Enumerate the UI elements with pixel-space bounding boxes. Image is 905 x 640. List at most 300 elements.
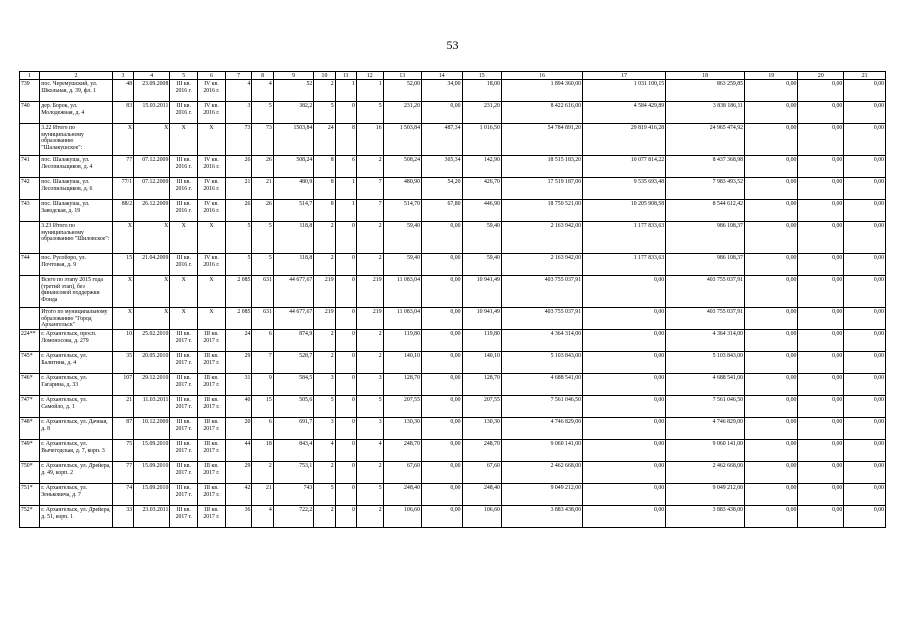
table-cell: г. Архангельск, ул. Балитина, д. 4 (40, 352, 113, 374)
table-cell: 2 085 (225, 276, 252, 308)
table-cell: 35 (112, 352, 133, 374)
table-cell: 59,40 (462, 254, 501, 276)
table-cell: 248,70 (462, 440, 501, 462)
table-cell: 0,00 (421, 330, 462, 352)
table-cell: III кв. 2017 г. (170, 440, 198, 462)
column-header: 13 (383, 72, 421, 80)
table-cell: 739 (20, 80, 40, 102)
column-header: 17 (583, 72, 666, 80)
table-cell: 5 (252, 254, 273, 276)
table-cell: 52,00 (383, 80, 421, 102)
table-cell: 59,40 (462, 222, 501, 254)
table-cell: 0,00 (745, 222, 798, 254)
column-header: 18 (666, 72, 745, 80)
table-cell: 742 (20, 178, 40, 200)
table-cell: 59,40 (383, 222, 421, 254)
table-cell: 0,00 (844, 222, 886, 254)
table-cell: X (112, 124, 133, 156)
table-cell: III кв. 2016 г. (170, 178, 198, 200)
table-cell: 0,00 (844, 352, 886, 374)
table-cell: III кв. 2017 г. (198, 462, 226, 484)
table-cell: 505,6 (273, 396, 314, 418)
table-cell: 52 (273, 80, 314, 102)
table-cell: 18 515 183,20 (501, 156, 582, 178)
table-cell: г. Архангельск, ул. Зеньковича, д. 7 (40, 484, 113, 506)
table-cell: пос. Шалакуша, ул. Лесопильщиков, д. 4 (40, 156, 113, 178)
table-cell: 248,40 (383, 484, 421, 506)
table-cell: 752* (20, 506, 40, 528)
table-cell: 33 (112, 506, 133, 528)
table-cell: III кв. 2017 г. (198, 506, 226, 528)
table-cell: III кв. 2017 г. (198, 440, 226, 462)
table-cell: 3 883 438,00 (501, 506, 582, 528)
table-cell: 0 (335, 506, 356, 528)
table-cell: 0,00 (745, 352, 798, 374)
table-cell: 986 108,37 (666, 254, 745, 276)
table-cell: 87 (112, 418, 133, 440)
table-cell: 0,00 (798, 254, 844, 276)
table-cell: 1 177 833,63 (583, 222, 666, 254)
table-cell: X (112, 222, 133, 254)
table-cell: 248,40 (462, 484, 501, 506)
table-cell: 0,00 (583, 418, 666, 440)
table-cell: г. Архангельск, ул. Гагарина, д. 33 (40, 374, 113, 396)
table-cell: 5 (314, 484, 335, 506)
table-cell: 26 (252, 200, 273, 222)
table-cell: 140,10 (462, 352, 501, 374)
table-cell: 23.03.2011 (134, 506, 170, 528)
table-cell: 73 (225, 124, 252, 156)
table-cell: 6 (252, 330, 273, 352)
table-cell: 3 (225, 102, 252, 124)
table-cell: X (112, 276, 133, 308)
table-cell: 740 (20, 102, 40, 124)
table-cell: 5 103 843,00 (501, 352, 582, 374)
table-cell: 0,00 (583, 374, 666, 396)
table-cell: 0 (335, 440, 356, 462)
column-header: 20 (798, 72, 844, 80)
table-cell: 128,70 (462, 374, 501, 396)
table-cell: 1503,84 (273, 124, 314, 156)
table-cell: IV кв. 2016 г. (198, 200, 226, 222)
table-cell: 15.03.2011 (134, 102, 170, 124)
table-cell: 128,70 (383, 374, 421, 396)
table-cell: 2 (314, 462, 335, 484)
table-cell: 0,00 (421, 484, 462, 506)
table-cell: 0,00 (583, 462, 666, 484)
table-cell: 21.04.2009 (134, 254, 170, 276)
table-cell: 16 (356, 124, 383, 156)
table-cell: 24 (225, 330, 252, 352)
table-cell: 0,00 (745, 102, 798, 124)
table-row (20, 484, 886, 506)
table-cell: 480,90 (383, 178, 421, 200)
table-cell: 9 (252, 374, 273, 396)
table-cell: 10 205 908,58 (583, 200, 666, 222)
table-cell: 7 (356, 178, 383, 200)
table-cell: 2 (356, 506, 383, 528)
table-cell: 6 (252, 418, 273, 440)
column-header: 10 (314, 72, 335, 80)
table-cell: 0 (335, 418, 356, 440)
table-cell: 44 677,67 (273, 308, 314, 330)
page-number: 53 (446, 38, 459, 52)
table-cell: 31 (225, 374, 252, 396)
table-cell: 745* (20, 352, 40, 374)
table-cell: 119,80 (383, 330, 421, 352)
table-cell: 0,00 (745, 254, 798, 276)
table-cell: 5 (314, 396, 335, 418)
table-cell: 0,00 (798, 462, 844, 484)
table-cell: 0 (335, 374, 356, 396)
table-cell: 207,55 (462, 396, 501, 418)
table-cell: 15.09.2010 (134, 462, 170, 484)
table-cell: г. Архангельск, ул. Дачная, д. 8 (40, 418, 113, 440)
table-cell: пос. Шалакуша, ул. Заводская, д. 19 (40, 200, 113, 222)
table-cell: 508,24 (383, 156, 421, 178)
table-row (20, 330, 886, 352)
table-cell: 843,4 (273, 440, 314, 462)
table-cell: 746* (20, 374, 40, 396)
table-cell: 749* (20, 440, 40, 462)
table-cell: 59,40 (383, 254, 421, 276)
table-cell: 2 (314, 352, 335, 374)
table-cell: 0,00 (844, 80, 886, 102)
table-cell: 3 883 438,00 (666, 506, 745, 528)
table-cell: 2 (314, 330, 335, 352)
table-cell: 0,00 (421, 222, 462, 254)
table-cell: 4 688 541,00 (666, 374, 745, 396)
table-row (20, 440, 886, 462)
table-cell: 8 544 612,42 (666, 200, 745, 222)
table-cell: 0,00 (745, 200, 798, 222)
table-cell: 0,00 (798, 222, 844, 254)
table-cell: III кв. 2016 г. (170, 80, 198, 102)
table-cell: 1 031 100,15 (583, 80, 666, 102)
table-cell: X (198, 222, 226, 254)
table-cell: 0,00 (421, 254, 462, 276)
table-cell: 403 755 037,91 (666, 276, 745, 308)
table-cell: 67,60 (383, 462, 421, 484)
table-cell: 2 (356, 156, 383, 178)
table-cell: 15.09.2010 (134, 440, 170, 462)
table-cell: 2 462 668,00 (501, 462, 582, 484)
table-cell: 4 (225, 80, 252, 102)
table-cell: 0,00 (745, 178, 798, 200)
table-cell: IV кв. 2016 г. (198, 80, 226, 102)
column-header: 15 (462, 72, 501, 80)
table-cell: 0,00 (583, 352, 666, 374)
table-row (20, 506, 886, 528)
table-cell: 140,10 (383, 352, 421, 374)
table-cell: 480,9 (273, 178, 314, 200)
table-cell: 3.23 Итого по муниципальному образованию "Шиловское": (40, 222, 113, 254)
table-cell: 403 755 037,91 (501, 276, 582, 308)
table-cell: 15 (112, 254, 133, 276)
table-cell: X (134, 276, 170, 308)
table-cell: 514,7 (273, 200, 314, 222)
table-cell: X (170, 308, 198, 330)
table-cell: 0,00 (798, 374, 844, 396)
table-row (20, 352, 886, 374)
table-cell: 5 (252, 102, 273, 124)
table-cell (20, 124, 40, 156)
table-cell (20, 308, 40, 330)
table-cell: 2 (314, 80, 335, 102)
table-cell: 118,8 (273, 254, 314, 276)
table-cell: 2 (356, 222, 383, 254)
table-cell: 0 (335, 484, 356, 506)
housing-register-table (19, 71, 886, 528)
table-cell: 15.09.2010 (134, 484, 170, 506)
table-cell: 5 (225, 254, 252, 276)
table-cell: 2 (356, 254, 383, 276)
table-cell: 631 (252, 276, 273, 308)
table-row (20, 418, 886, 440)
table-cell: 5 (356, 102, 383, 124)
table-cell: г. Архангельск, ул. Дрейера, д. 51, корп. 1 (40, 506, 113, 528)
table-cell: 0,00 (798, 200, 844, 222)
table-cell: 20.05.2010 (134, 352, 170, 374)
column-header: 11 (335, 72, 356, 80)
table-row (20, 156, 886, 178)
table-cell: III кв. 2017 г. (198, 352, 226, 374)
table-cell: 0,00 (798, 102, 844, 124)
table-cell: 10 941,49 (462, 308, 501, 330)
table-cell: 0,00 (745, 374, 798, 396)
table-cell: 0,00 (798, 178, 844, 200)
table-cell: 8 (314, 178, 335, 200)
table-cell: 107 (112, 374, 133, 396)
table-cell: Всего по этапу 2015 года (третий этап), без финансовой поддержки Фонда (40, 276, 113, 308)
table-cell: 0,00 (745, 308, 798, 330)
table-cell: 17 519 187,00 (501, 178, 582, 200)
table-cell: 0,00 (844, 254, 886, 276)
table-cell: пос. Черемушский, ул. Школьная, д. 39, фл. 1 (40, 80, 113, 102)
table-cell: 4 (252, 506, 273, 528)
table-cell: X (170, 124, 198, 156)
table-cell: 0,00 (421, 418, 462, 440)
table-cell: 0,00 (421, 352, 462, 374)
table-cell: 67,60 (462, 462, 501, 484)
table-cell: 54,20 (421, 178, 462, 200)
table-cell: 4 584 429,89 (583, 102, 666, 124)
table-cell: 4 364 314,00 (666, 330, 745, 352)
table-cell: 0,00 (844, 124, 886, 156)
table-cell: III кв. 2017 г. (170, 374, 198, 396)
table-row (20, 102, 886, 124)
column-header: 7 (225, 72, 252, 80)
table-cell: 1 894 360,00 (501, 80, 582, 102)
table-cell: 10 (112, 330, 133, 352)
table-cell: 446,90 (462, 200, 501, 222)
table-cell: 0,00 (844, 200, 886, 222)
table-cell: 20 (225, 418, 252, 440)
table-cell: 10 941,49 (462, 276, 501, 308)
table-cell: 743 (273, 484, 314, 506)
table-cell: 0,00 (421, 506, 462, 528)
column-header: 19 (745, 72, 798, 80)
table-cell: 0,00 (745, 462, 798, 484)
header-row (20, 72, 886, 80)
table-cell: 21 (252, 484, 273, 506)
table-cell: 753,1 (273, 462, 314, 484)
table-cell: 26 (252, 156, 273, 178)
table-cell: 403 755 037,91 (501, 308, 582, 330)
table-row (20, 80, 886, 102)
table-cell: X (170, 276, 198, 308)
table-body (20, 72, 886, 528)
table-cell: III кв. 2017 г. (198, 374, 226, 396)
table-cell: 4 688 541,00 (501, 374, 582, 396)
table-cell: 18,00 (462, 80, 501, 102)
table-cell: г. Архангельск, просп. Ломоносова, д. 279 (40, 330, 113, 352)
table-cell: 219 (314, 308, 335, 330)
table-cell: 5 (225, 222, 252, 254)
table-cell: III кв. 2017 г. (170, 484, 198, 506)
table-cell: III кв. 2017 г. (170, 462, 198, 484)
table-cell: 2 (356, 352, 383, 374)
table-cell: 744 (20, 254, 40, 276)
table-cell: 3.22 Итого по муниципальному образованию "Шалакушское": (40, 124, 113, 156)
table-cell: 8 (335, 124, 356, 156)
table-cell: 15 (252, 396, 273, 418)
table-cell: 231,20 (462, 102, 501, 124)
table-cell: 2 163 942,00 (501, 254, 582, 276)
table-cell: 1 (356, 80, 383, 102)
table-cell: 365,34 (421, 156, 462, 178)
table-cell: 0,00 (745, 418, 798, 440)
table-cell: 9 060 141,00 (666, 440, 745, 462)
table-cell: 2 (252, 462, 273, 484)
table-cell: 514,70 (383, 200, 421, 222)
table-cell: 2 085 (225, 308, 252, 330)
table-cell (20, 276, 40, 308)
table-cell: 0,00 (745, 124, 798, 156)
table-row (20, 254, 886, 276)
table-cell: пос. Шалакуша, ул. Лесопильщиков, д. 6 (40, 178, 113, 200)
table-cell: 0,00 (844, 330, 886, 352)
table-cell: 8 422 616,00 (501, 102, 582, 124)
table-cell: X (198, 124, 226, 156)
table-cell: 130,30 (462, 418, 501, 440)
table-cell: 8 437 368,98 (666, 156, 745, 178)
table-cell: 426,70 (462, 178, 501, 200)
table-cell: 106,60 (462, 506, 501, 528)
table-cell: 7 983 493,52 (666, 178, 745, 200)
table-cell: 77 (112, 462, 133, 484)
table-cell: 9 535 693,48 (583, 178, 666, 200)
table-cell: X (170, 222, 198, 254)
table-cell: 6 (335, 156, 356, 178)
table-cell: III кв. 2017 г. (198, 484, 226, 506)
table-cell: 0 (335, 308, 356, 330)
table-cell: 0 (335, 330, 356, 352)
column-header: 1 (20, 72, 40, 80)
table-cell: г. Архангельск, ул. Дрейера, д. 49, корп. 2 (40, 462, 113, 484)
table-cell: IV кв. 2016 г. (198, 178, 226, 200)
table-cell: 207,55 (383, 396, 421, 418)
table-cell: 219 (314, 276, 335, 308)
table-cell: 1 (335, 80, 356, 102)
table-cell: 0,00 (798, 80, 844, 102)
table-cell: 4 746 829,00 (666, 418, 745, 440)
table-cell: 106,60 (383, 506, 421, 528)
table-cell: 0,00 (421, 462, 462, 484)
table-cell: 1 177 833,63 (583, 254, 666, 276)
table-cell: Итого по муниципальному образованию "Город Архангельск" (40, 308, 113, 330)
table-cell: 18 (252, 440, 273, 462)
table-cell: 487,34 (421, 124, 462, 156)
table-cell: 0,00 (421, 396, 462, 418)
table-cell: 0,00 (583, 440, 666, 462)
table-cell: 748* (20, 418, 40, 440)
table-cell: 11 083,04 (383, 308, 421, 330)
table-cell: 11.03.2011 (134, 396, 170, 418)
table-cell: 5 (356, 396, 383, 418)
column-header: 8 (252, 72, 273, 80)
table-cell: III кв. 2016 г. (170, 156, 198, 178)
table-cell: III кв. 2017 г. (170, 330, 198, 352)
table-cell: 10.12.2009 (134, 418, 170, 440)
table-cell: 3 (314, 418, 335, 440)
table-cell: 119,80 (462, 330, 501, 352)
table-cell: 7 561 046,50 (666, 396, 745, 418)
table-cell: 0,00 (844, 156, 886, 178)
table-cell: 3 (356, 374, 383, 396)
table-cell: 0,00 (844, 462, 886, 484)
table-cell: 44 677,67 (273, 276, 314, 308)
table-cell: 508,24 (273, 156, 314, 178)
table-cell: X (112, 308, 133, 330)
table-cell: 741 (20, 156, 40, 178)
table-cell: 5 103 843,00 (666, 352, 745, 374)
table-cell: 5 (314, 102, 335, 124)
table-cell: 54 784 891,20 (501, 124, 582, 156)
table-cell: 0,00 (844, 308, 886, 330)
table-cell: 29.12.2010 (134, 374, 170, 396)
table-cell: 9 049 212,00 (666, 484, 745, 506)
table-cell: 0,00 (844, 276, 886, 308)
table-cell: 0,00 (583, 276, 666, 308)
table-cell: 0,00 (798, 440, 844, 462)
table-cell: 0,00 (421, 308, 462, 330)
table-cell: IV кв. 2016 г. (198, 254, 226, 276)
table-cell: 2 462 668,00 (666, 462, 745, 484)
table-cell: 219 (356, 276, 383, 308)
table-cell: 0 (335, 462, 356, 484)
table-cell: 0,00 (421, 276, 462, 308)
table-cell: 4 (356, 440, 383, 462)
table-cell: 0,00 (745, 80, 798, 102)
table-cell: IV кв. 2016 г. (198, 156, 226, 178)
table-cell: 0,00 (798, 506, 844, 528)
table-row (20, 178, 886, 200)
table-cell: 4 (314, 440, 335, 462)
table-cell: 722,2 (273, 506, 314, 528)
table-cell: 0 (335, 276, 356, 308)
table-cell: 0,00 (745, 276, 798, 308)
column-header: 9 (273, 72, 314, 80)
table-cell (20, 222, 40, 254)
table-cell: 11 083,04 (383, 276, 421, 308)
table-cell: 3 (314, 374, 335, 396)
table-cell: 88/2 (112, 200, 133, 222)
table-cell: 42 (225, 484, 252, 506)
table-cell: 9 060 141,00 (501, 440, 582, 462)
table-cell: 747* (20, 396, 40, 418)
table-cell: 0 (335, 102, 356, 124)
